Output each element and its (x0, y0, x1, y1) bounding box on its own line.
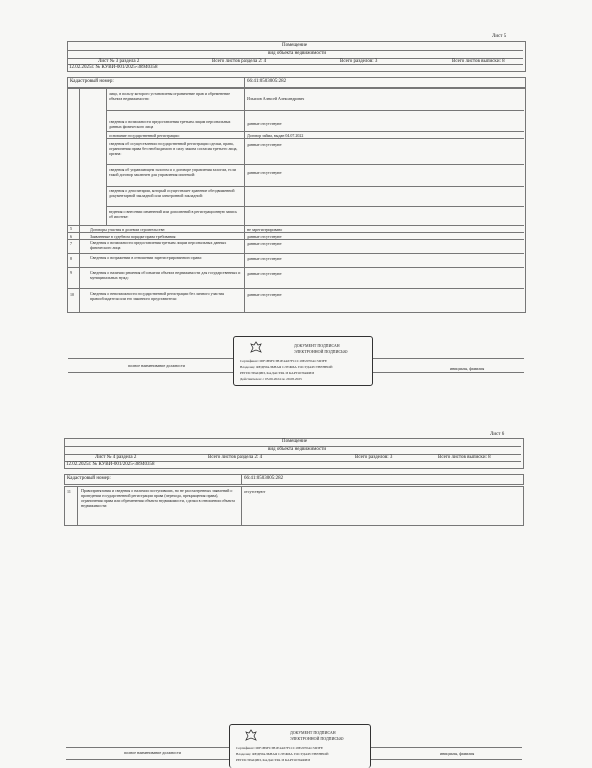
signer-name-caption: инициалы, фамилия (440, 751, 475, 756)
table-row-label: Договоры участия в долевом строительстве: (90, 227, 166, 232)
object-type-subtitle: вид объекта недвижимости (268, 51, 327, 56)
stamp-validity: Действителен: с 05.06.2024 по 29.08.2025 (240, 377, 302, 381)
extract-sheet-6 (0, 420, 592, 767)
table-row-value: данные отсутствуют (247, 234, 282, 239)
section-sheet-count: Всего листов раздела 2: 4 (212, 59, 267, 64)
table-row-number: 11 (67, 489, 71, 494)
table-row-label: Сведения о невозможности государственной регистрации без личного участия правообладателя или его законного представителя: (90, 291, 224, 301)
cadastral-value: 66:41:0503005:282 (247, 79, 287, 84)
table-row-number: 5 (70, 226, 72, 231)
cadastral-label: Кадастровый номер: (67, 476, 111, 481)
table-row-value: Ильилов Алексей Александрович (247, 96, 305, 101)
section-sheet-count: Всего листов раздела 2: 4 (208, 455, 263, 460)
section-info: Лист № 3 раздела 2 (98, 59, 140, 64)
object-type-title: Помещение (282, 43, 308, 48)
electronic-signature-stamp (233, 336, 373, 386)
stamp-certificate: Сертификат: 00F1B9FC3B1E4A67F1CC18E2070AC5D3FE (240, 359, 327, 363)
sheet-number: Лист 6 (490, 432, 505, 437)
table-row-label: Сведения о наличии решения об изъятии объекта недвижимости для государственных и муниципальных нужд: (90, 270, 241, 280)
table-row-value: данные отсутствуют (247, 121, 282, 126)
section-info: Лист № 4 раздела 2 (95, 455, 137, 460)
stamp-subtitle: ЭЛЕКТРОННОЙ ПОДПИСЬЮ (294, 349, 348, 354)
table-row-number: 10 (70, 292, 74, 297)
stamp-title: ДОКУМЕНТ ПОДПИСАН (290, 730, 336, 735)
cadastral-row (67, 77, 526, 88)
extract-sheet-count: Всего листов выписки: 8 (452, 59, 505, 64)
table-row-number: 8 (70, 256, 72, 261)
table-row-value: Договор займа, выдан 04.07.2022 (247, 133, 304, 138)
table-row-label: Сведения о возражении в отношении зарегистрированного права: (90, 255, 203, 260)
table-row-label: Правопритязания и сведения о наличии поступивших, но не рассмотренных заявлений о проведении государственной регистрации права (перехода, прекращения права), ограничения права или обременения объекта недвижимости, сделки в отношении объекта недвижимости: (81, 488, 235, 508)
section-count: Всего разделов: 3 (355, 455, 393, 460)
signer-position-caption: полное наименование должности (124, 750, 181, 755)
stamp-owner-cont: РЕГИСТРАЦИИ, КАДАСТРА И КАРТОГРАФИИ (240, 371, 314, 375)
section-count: Всего разделов: 3 (340, 59, 378, 64)
cadastral-value: 66:41:0503005:282 (244, 476, 284, 481)
stamp-title: ДОКУМЕНТ ПОДПИСАН (294, 343, 340, 348)
stamp-owner: Владелец: ФЕДЕРАЛЬНАЯ СЛУЖБА ГОСУДАРСТВЕННОЙ (236, 752, 329, 756)
table-row-value: данные отсутствуют (247, 271, 282, 276)
table-row-label: сведения об осуществлении государственной регистрации сделки, права, ограничения права без необходимого в силу закона согласия третьего лица, органа: (109, 141, 238, 156)
table-row-label: сведения о возможности предоставления третьим лицам персональных данных физического лица (109, 119, 231, 129)
extract-date-number: 12.02.2025г. № КУВИ-001/2025-38940358 (66, 462, 155, 467)
table-row-label: сведения о депозитарии, который осуществляет хранение обездвиженной документарной закладной или электронной закладной: (109, 188, 235, 198)
table-row-label: Заявленные в судебном порядке права требования: (90, 234, 177, 239)
table-row-value: данные отсутствуют (247, 292, 282, 297)
table-row-value: не зарегистрировано (247, 227, 283, 232)
table-row-number: 7 (70, 241, 72, 246)
signer-position-caption: полное наименование должности (128, 363, 185, 368)
table-row-label: Сведения о возможности предоставления третьим лицам персональных данных физического лица (90, 240, 227, 250)
stamp-certificate: Сертификат: 00F1B9FC3B1E4A67F1CC18E2070AC5D3FE (236, 746, 323, 750)
table-row-value: отсутствуют (244, 489, 266, 494)
cadastral-row (64, 474, 524, 485)
table-row-value: данные отсутствуют (247, 142, 282, 147)
object-type-subtitle: вид объекта недвижимости (268, 447, 327, 452)
stamp-owner-cont: РЕГИСТРАЦИИ, КАДАСТРА И КАРТОГРАФИИ (236, 758, 310, 762)
cadastral-label: Кадастровый номер: (70, 79, 114, 84)
stamp-subtitle: ЭЛЕКТРОННОЙ ПОДПИСЬЮ (290, 736, 344, 741)
emblem-icon (249, 341, 263, 355)
object-type-title: Помещение (282, 439, 308, 444)
table-row-number: 6 (70, 234, 72, 239)
table-row-value: данные отсутствуют (247, 241, 282, 246)
emblem-icon (244, 729, 258, 743)
table-row-label: ведения о внесении изменений или дополнений в регистрационную запись об ипотеке: (109, 209, 238, 219)
signer-name-caption: инициалы, фамилия (450, 366, 485, 371)
table-row-value: данные отсутствуют (247, 170, 282, 175)
electronic-signature-stamp (229, 724, 371, 768)
table-row-label: сведения об управляющем залогом и о договоре управления залогом, если такой договор заключен для управления ипотекой: (109, 167, 236, 177)
sheet-number: Лист 5 (492, 34, 507, 39)
extract-date-number: 12.02.2025г. № КУВИ-001/2025-38940358 (69, 65, 158, 70)
table-row-number: 9 (70, 270, 72, 275)
extract-sheet-count: Всего листов выписки: 8 (438, 455, 491, 460)
table-row-value: данные отсутствуют (247, 256, 282, 261)
table-row-label: основание государственной регистрации: (109, 133, 180, 138)
stamp-owner: Владелец: ФЕДЕРАЛЬНАЯ СЛУЖБА ГОСУДАРСТВЕННОЙ (240, 365, 333, 369)
table-row-label: лицо, в пользу которого установлены ограничение прав и обременение объекта недвижимости: (109, 91, 230, 101)
